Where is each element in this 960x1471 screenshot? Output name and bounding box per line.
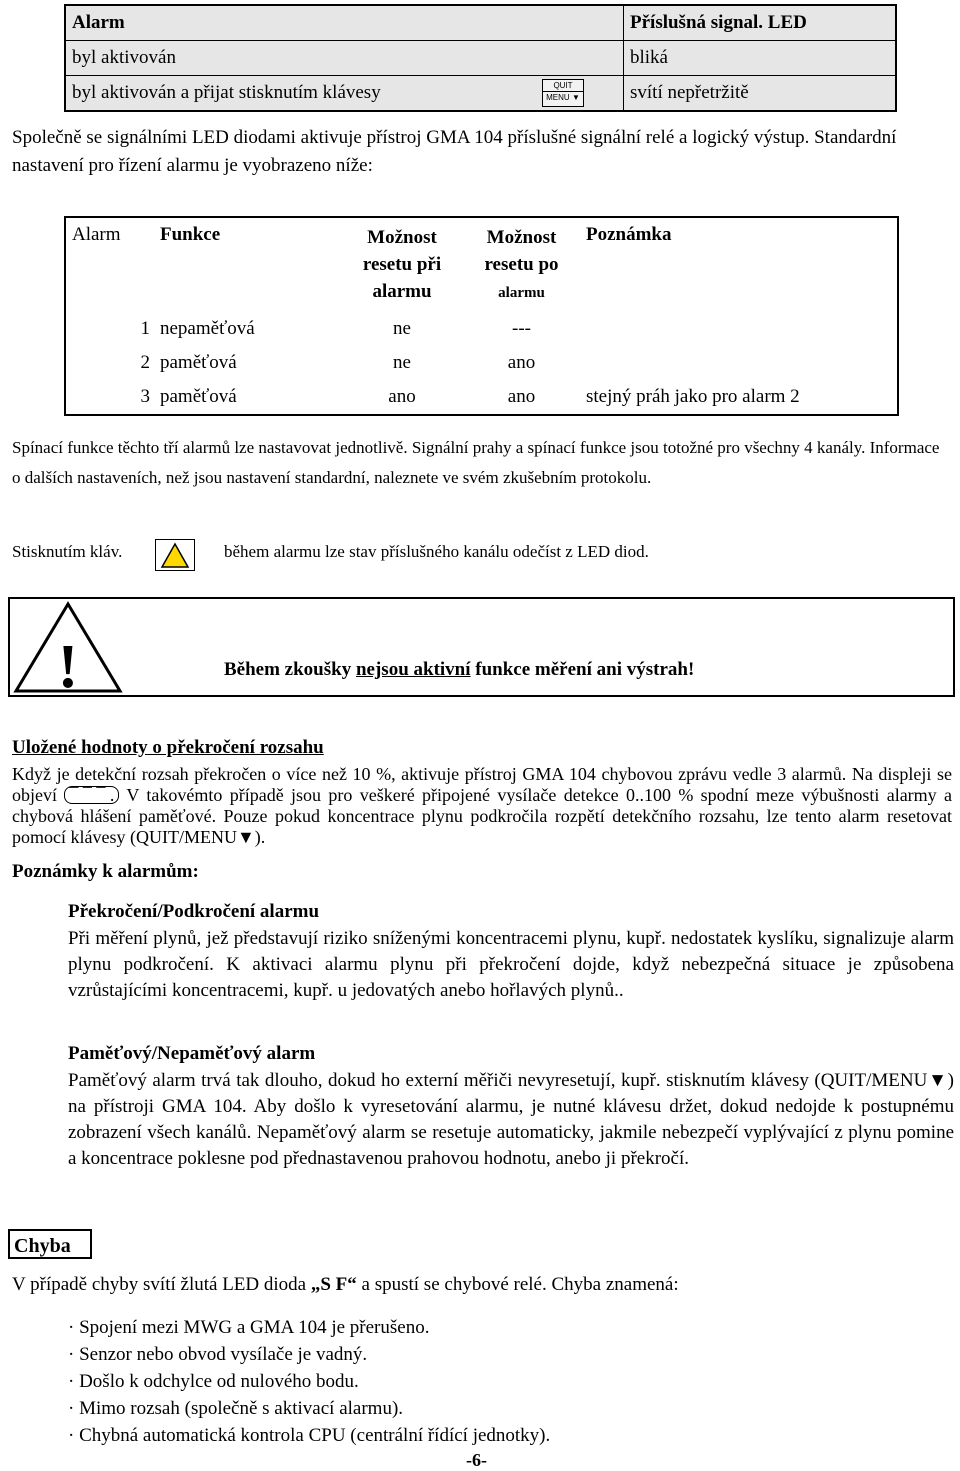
list-item: · Senzor nebo obvod vysílače je vadný. xyxy=(68,1344,368,1365)
table-cell-reset-po: ano xyxy=(507,386,536,407)
led-table-header-alarm: Alarm xyxy=(65,5,624,41)
warning-text-part1: Během zkoušky xyxy=(224,659,356,680)
notes-heading: Poznámky k alarmům: xyxy=(12,861,199,882)
led-table-row-led: bliká xyxy=(624,41,897,76)
led-table-row-alarm: byl aktivován xyxy=(65,41,624,76)
page-number: -6- xyxy=(466,1450,487,1470)
menu-key-label: MENU xyxy=(546,93,570,102)
error-intro-led: „S F“ xyxy=(310,1274,357,1295)
display-symbol: ¯ ¯ ¯ . xyxy=(64,786,119,804)
led-table-row-alarm: byl aktivován a přijat stisknutím klávesy xyxy=(65,76,624,112)
error-intro xyxy=(12,1274,679,1296)
notes-sub2-heading: Paměťový/Nepaměťový alarm xyxy=(68,1043,316,1064)
warning-triangle-icon xyxy=(10,599,130,695)
warning-text xyxy=(224,659,694,681)
warning-key-icon xyxy=(155,539,195,571)
list-item: · Mimo rozsah (společně s aktivací alarmu). xyxy=(68,1398,404,1419)
table-cell-reset-pri: ne xyxy=(393,318,411,339)
table-cell-poznamka xyxy=(580,312,898,346)
col-header-poznamka: Poznámka xyxy=(586,224,672,245)
col-header-reset-po-line2: alarmu xyxy=(498,285,545,301)
table-cell-funkce: nepaměťová xyxy=(160,318,255,339)
list-item: · Spojení mezi MWG a GMA 104 je přerušeno. xyxy=(68,1317,430,1338)
led-table-header-led: Příslušná signal. LED xyxy=(624,5,897,41)
col-header-alarm: Alarm xyxy=(72,224,121,245)
warning-text-underlined: nejsou aktivní xyxy=(355,659,471,680)
key-note-label: Stisknutím kláv. xyxy=(12,542,123,561)
triangle-icon xyxy=(156,540,194,570)
table-cell-reset-pri: ano xyxy=(388,386,416,407)
col-header-reset-po-line1: Možnost resetu po xyxy=(484,227,559,275)
table-cell-alarm: 1 xyxy=(140,318,150,339)
error-list xyxy=(68,1314,550,1449)
switch-functions-paragraph: Spínací funkce těchto tří alarmů lze nastavovat jednotlivě. Signální prahy a spínací funkce jsou totožné pro všechny 4 kanály. Informace o dalších nastaveních, než jsou nastavení standardní, naleznete ve svém zkušebním protokolu. xyxy=(12,438,940,487)
table-cell-alarm: 2 xyxy=(140,352,150,373)
alarm-settings-table xyxy=(64,216,899,416)
table-cell-funkce: paměťová xyxy=(160,352,237,373)
stored-text-part1: Když je detekční rozsah překročen o více než 10 %, aktivuje přístroj GMA 104 chybovou zprávu vedle 3 alarmů. Na displeji se objeví xyxy=(12,764,952,805)
quit-key-label: QUIT xyxy=(553,81,573,90)
col-header-funkce: Funkce xyxy=(160,224,221,245)
key-note-text: během alarmu lze stav příslušného kanálu odečíst z LED diod. xyxy=(224,542,649,561)
led-signal-table xyxy=(64,4,897,112)
list-item: · Chybná automatická kontrola CPU (centrální řídící jednotky). xyxy=(68,1425,551,1446)
led-table-row-led: svítí nepřetržitě xyxy=(624,76,897,112)
error-heading: Chyba xyxy=(8,1229,92,1259)
notes-sub2-text: Paměťový alarm trvá tak dlouho, dokud ho externí měřiči nevyresetují, kupř. stisknutím klávesy (QUIT/MENU▼) na přístroji GMA 104. Aby došlo k vyresetování alarmu, je nutné klávesu držet, dokud nedojde k postupnému zobrazení všech kanálů. Nepaměťový alarm se resetuje automaticky, jakmile nebezpečí vyplývající z plynu pomine a koncentrace poklesne pod přednastavenou prahovou hodnotu, anebo ji překročí. xyxy=(68,1070,954,1169)
quit-menu-key-icon xyxy=(542,79,584,107)
warning-box xyxy=(8,597,955,697)
down-arrow-icon: ▼ xyxy=(571,93,580,102)
notes-sub1-text: Při měření plynů, jež představují riziko sníženými koncentracemi plynu, kupř. nedostatek kyslíku, signalizuje alarm plynu podkročení. K aktivaci alarmu plynu při překročení dojde, když nebezpečná situace je způsobena vzrůstajícími koncentracemi, kupř. u jedovatých anebo hořlavých plynů.. xyxy=(68,928,954,1001)
col-header-reset-pri: Možnost resetu při alarmu xyxy=(362,227,442,302)
table-cell-funkce: paměťová xyxy=(160,386,237,407)
list-item: · Došlo k odchylce od nulového bodu. xyxy=(68,1371,359,1392)
stored-values-heading: Uložené hodnoty o překročení rozsahu xyxy=(12,737,324,758)
table-cell-reset-po: --- xyxy=(512,318,531,339)
col-header-reset-po xyxy=(463,217,580,312)
error-intro-part2: a spustí se chybové relé. Chyba znamená: xyxy=(356,1274,679,1295)
table-cell-poznamka xyxy=(580,346,898,380)
table-cell-alarm: 3 xyxy=(140,386,150,407)
notes-sub1-heading: Překročení/Podkročení alarmu xyxy=(68,901,320,922)
intro-paragraph: Společně se signálními LED diodami aktivuje přístroj GMA 104 příslušné signální relé a logický výstup. Standardní nastavení pro řízení alarmu je vyobrazeno níže: xyxy=(12,127,897,176)
error-intro-part1: V případě chyby svítí žlutá LED dioda xyxy=(12,1274,311,1295)
table-cell-reset-pri: ne xyxy=(393,352,411,373)
warning-symbol: ! xyxy=(57,633,79,695)
warning-text-part3: funkce měření ani výstrah! xyxy=(470,659,695,680)
table-cell-poznamka: stejný práh jako pro alarm 2 xyxy=(586,386,800,407)
stored-values-paragraph xyxy=(12,764,952,848)
stored-text-part2: V takovémto případě jsou pro veškeré připojené vysílače detekce 0..100 % spodní meze výbušnosti alarmy a chybová hlášení paměťové. Pouze pokud koncentrace plynu podkročila rozpětí detekčního rozsahu, lze tento alarm resetovat pomocí klávesy (QUIT/MENU▼). xyxy=(12,785,953,847)
table-cell-reset-po: ano xyxy=(507,352,536,373)
